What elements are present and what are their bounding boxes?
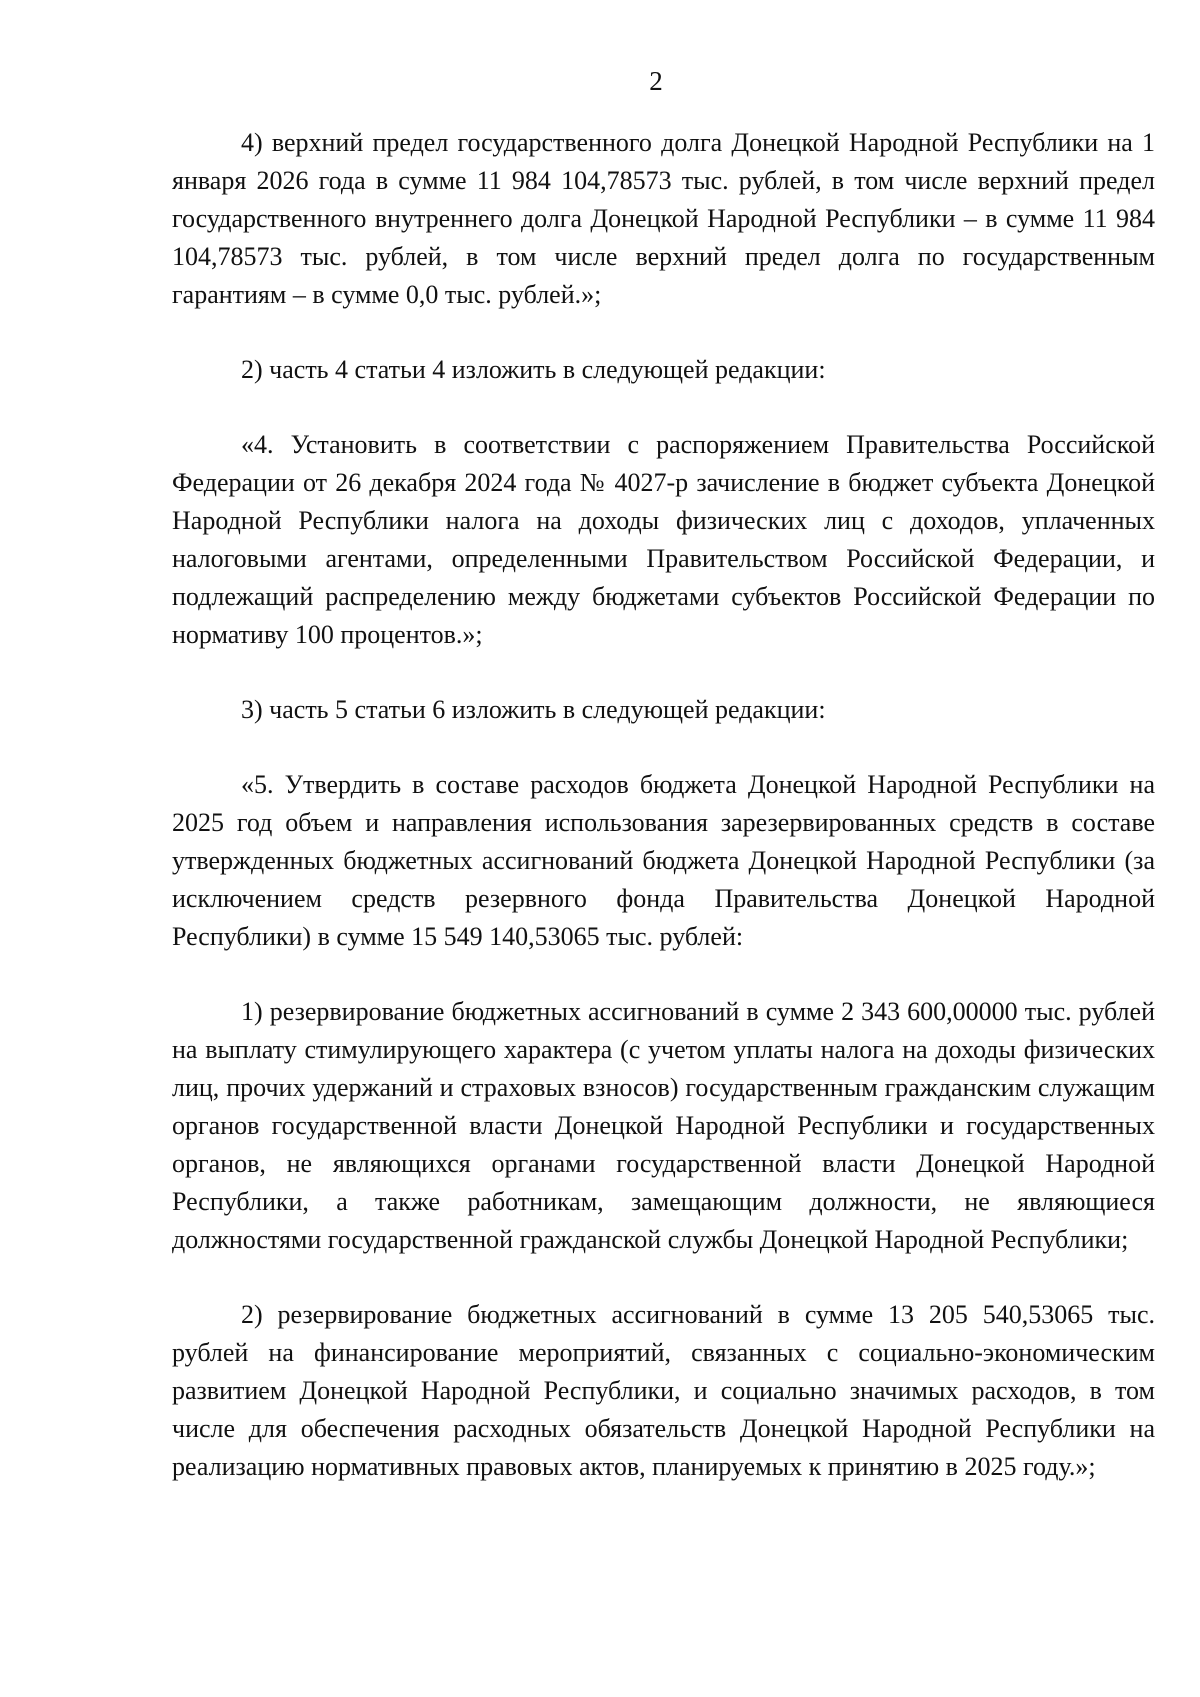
paragraph-debt-limit: 4) верхний предел государственного долга Донецкой Народной Республики на 1 января 2026 года в сумме 11 984 104,78573 тыс. рублей, в том числе верхний предел государственного внутреннего долга Донецкой Народной Республики – в сумме 11 984 104,78573 тыс. рублей, в том числе верхний предел долга по государственным гарантиям – в сумме 0,0 тыс. рублей.»;: [172, 128, 1155, 309]
paragraph-article-4-text: «4. Установить в соответствии с распоряжением Правительства Российской Федерации от 26 декабря 2024 года № 4027-р зачисление в бюджет субъекта Донецкой Народной Республики налога на доходы физических лиц с доходов, уплаченных налоговыми агентами, определенными Правительством Российской Федерации, и подлежащий распределению между бюджетами субъектов Российской Федерации по нормативу 100 процентов.»;: [172, 430, 1155, 649]
paragraph-reservation-1: 1) резервирование бюджетных ассигнований в сумме 2 343 600,00000 тыс. рублей на выплату стимулирующего характера (с учетом уплаты налога на доходы физических лиц, прочих удержаний и страховых взносов) государственным гражданским служащим органов государственной власти Донецкой Народной Республики и государственных органов, не являющихся органами государственной власти Донецкой Народной Республики, а также работникам, замещающим должности, не являющиеся должностями государственной гражданской службы Донецкой Народной Республики;: [172, 997, 1155, 1254]
document-body: [172, 124, 1155, 1486]
paragraph-reservation-2: 2) резервирование бюджетных ассигнований в сумме 13 205 540,53065 тыс. рублей на финансирование мероприятий, связанных с социально-экономическим развитием Донецкой Народной Республики, и социально значимых расходов, в том числе для обеспечения расходных обязательств Донецкой Народной Республики на реализацию нормативных правовых актов, планируемых к принятию в 2025 году.»;: [172, 1300, 1155, 1481]
paragraph-amendment-article-4: 2) часть 4 статьи 4 изложить в следующей редакции:: [241, 355, 826, 384]
paragraph-article-6-text: «5. Утвердить в составе расходов бюджета Донецкой Народной Республики на 2025 год объем и направления использования зарезервированных средств в составе утвержденных бюджетных ассигнований бюджета Донецкой Народной Республики (за исключением средств резервного фонда Правительства Донецкой Народной Республики) в сумме 15 549 140,53065 тыс. рублей:: [172, 770, 1155, 951]
paragraph-amendment-article-6: 3) часть 5 статьи 6 изложить в следующей редакции:: [241, 695, 826, 724]
page-number: 2: [649, 66, 663, 96]
